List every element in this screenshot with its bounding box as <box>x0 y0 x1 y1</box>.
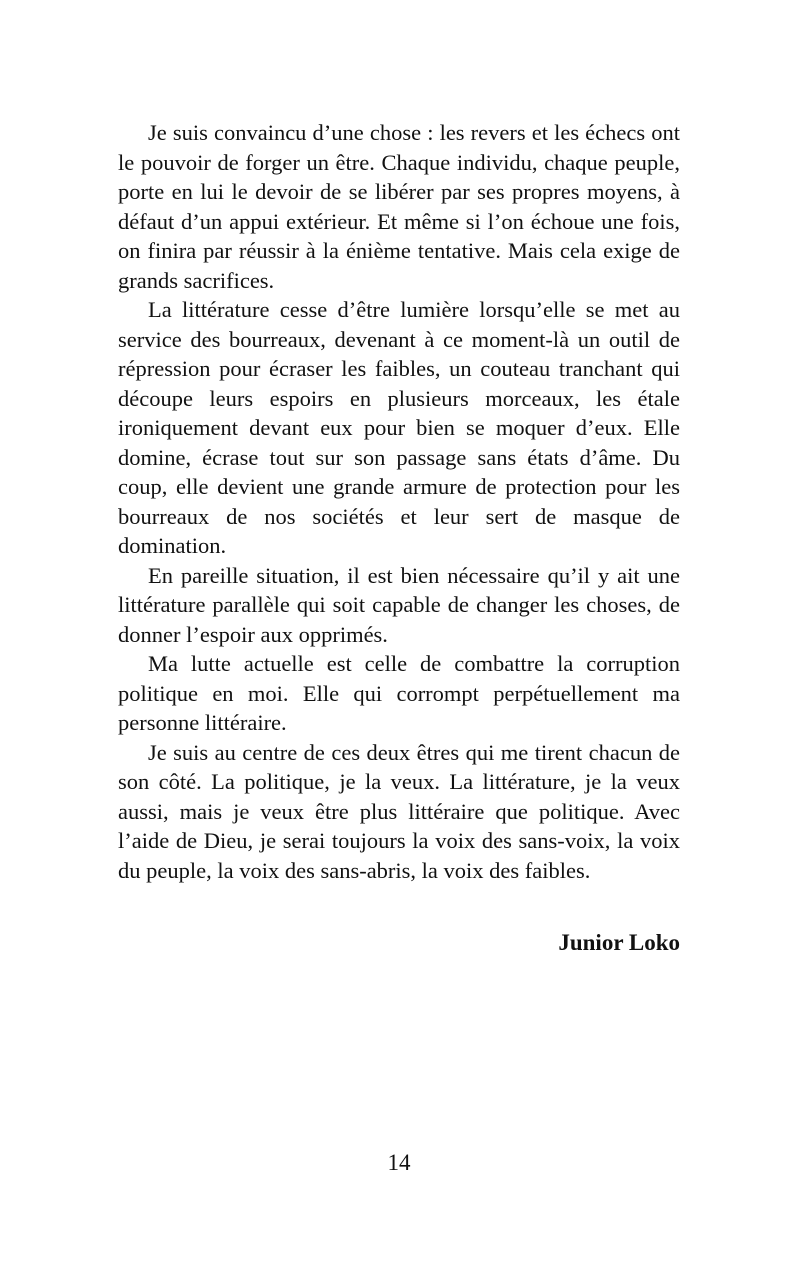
paragraph-5: Je suis au centre de ces deux êtres qui me tirent chacun de son côté. La politique, je la veux. La littérature, je la veux aussi, mais je veux être plus littéraire que politique. Avec l’aide de Dieu, je serai toujours la voix des sans-voix, la voix du peuple, la voix des sans-abris, la voix des faibles. <box>118 739 680 883</box>
paragraph-4: Ma lutte actuelle est celle de combattre la corruption politique en moi. Elle qui corrompt perpétuellement ma personne littéraire. <box>118 651 680 735</box>
paragraph-2: La littérature cesse d’être lumière lorsqu’elle se met au service des bourreaux, devenant à ce moment-là un outil de répression pour écraser les faibles, un couteau tranchant qui découpe leurs espoirs en plusieurs morceaux, les étale ironiquement devant eux pour bien se moquer d’eux. Elle domine, écrase tout sur son passage sans états d’âme. Du coup, elle devient une grande armure de protection pour les bourreaux de nos sociétés et leur sert de masque de domination. <box>118 297 680 558</box>
paragraph-1: Je suis convaincu d’une chose : les revers et les échecs ont le pouvoir de forger un être. Chaque individu, chaque peuple, porte en lui le devoir de se libérer par ses propres moyens, à défaut d’un appui extérieur. Et même si l’on échoue une fois, on finira par réussir à la énième tentative. Mais cela exige de grands sacrifices. <box>118 120 680 293</box>
body-text <box>118 118 680 885</box>
paragraph-3: En pareille situation, il est bien nécessaire qu’il y ait une littérature parallèle qui soit capable de changer les choses, de donner l’espoir aux opprimés. <box>118 562 680 647</box>
author-signature: Junior Loko <box>558 930 680 955</box>
page-number: 14 <box>387 1150 411 1175</box>
